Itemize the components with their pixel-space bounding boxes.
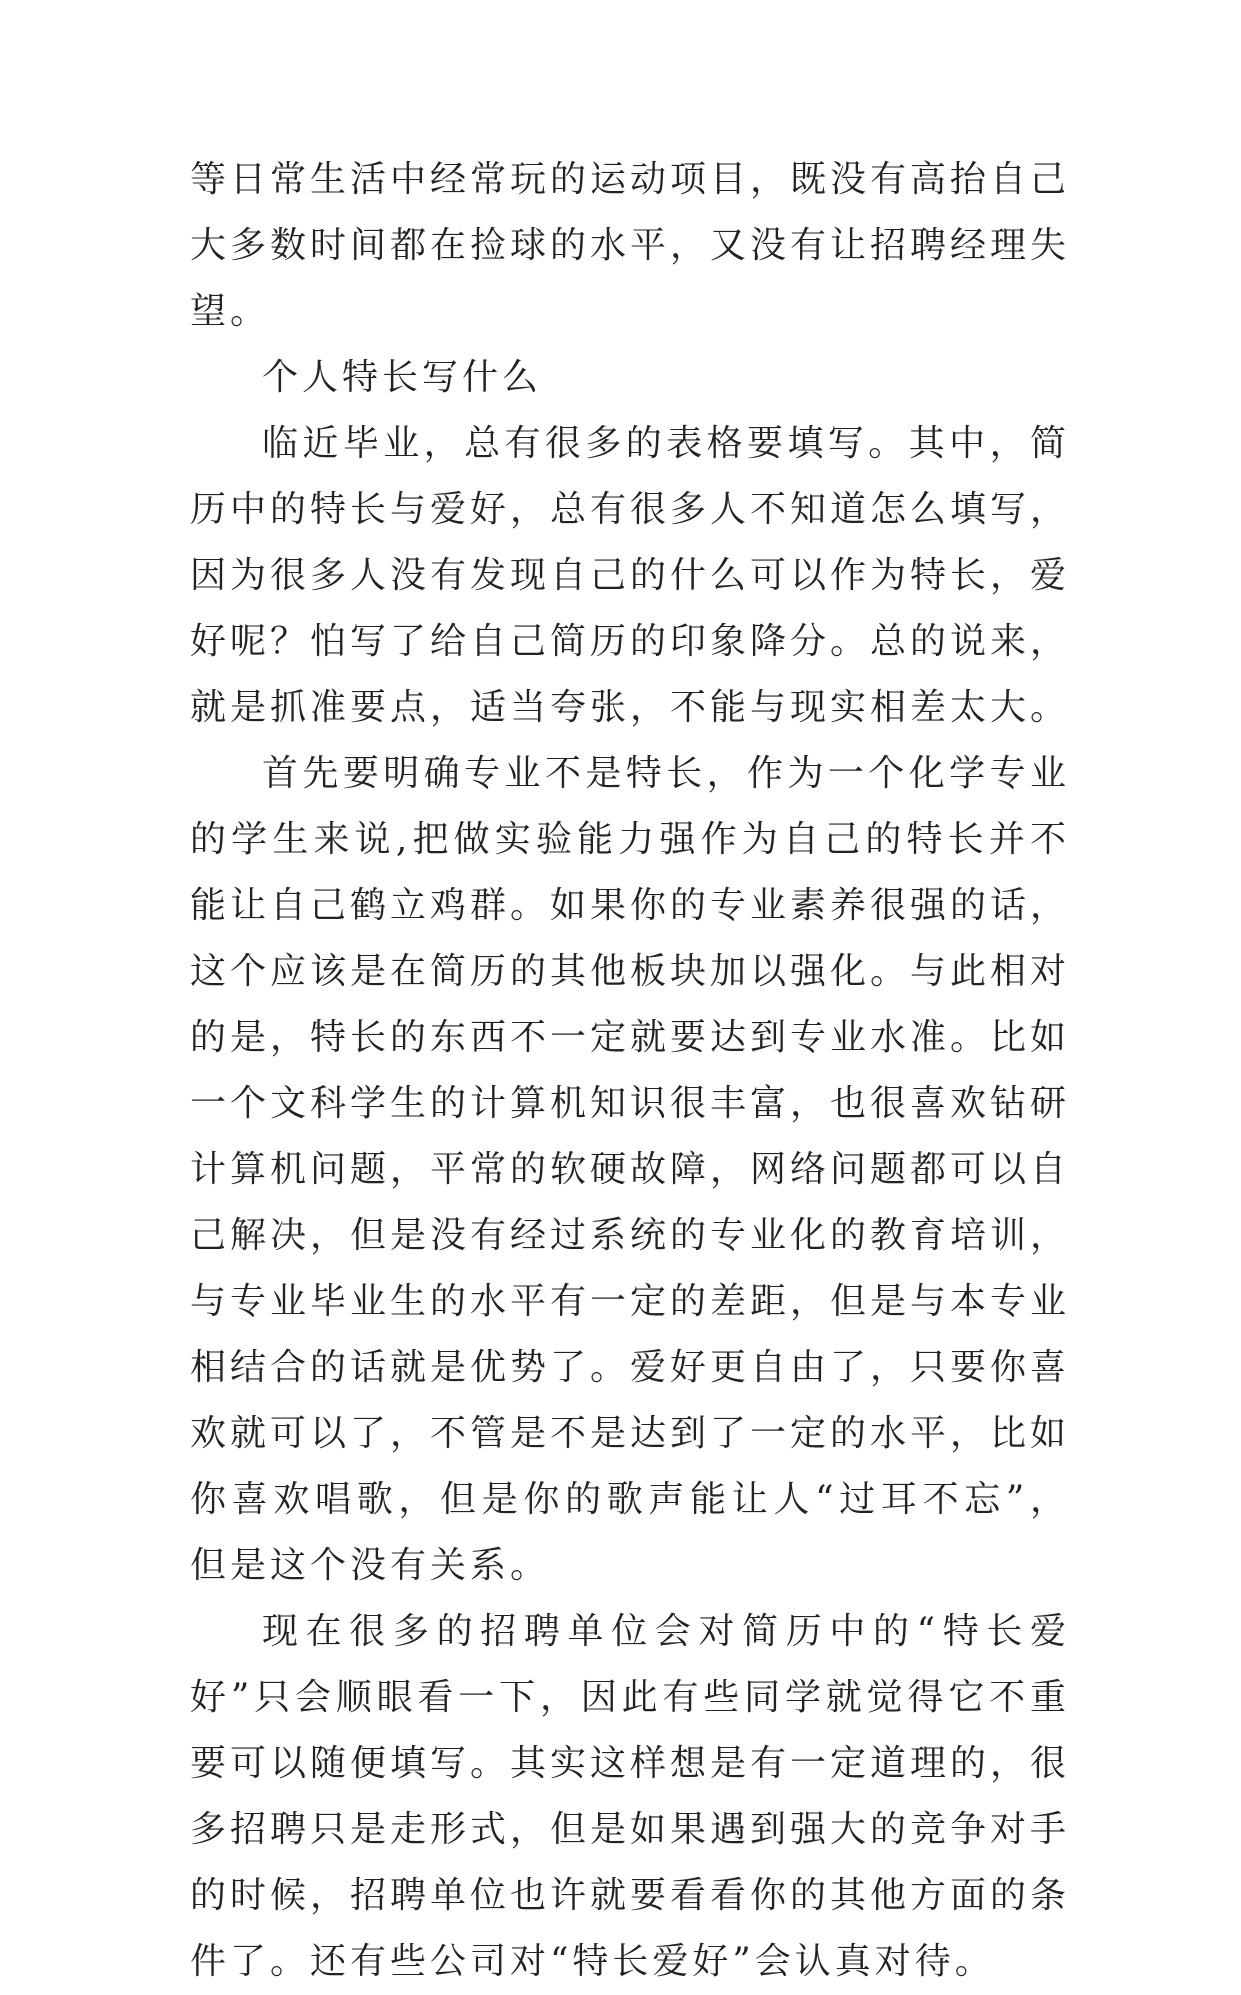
paragraph: 现在很多的招聘单位会对简历中的“特长爱好”只会顺眼看一下，因此有些同学就觉得它不重要可以随便填写。其实这样想是有一定道理的，很多招聘只是走形式，但是如果遇到强大的竞争对手的时候，招聘单位也许就要看看你的其他方面的条件了。还有些公司对“特长爱好”会认真对待。 <box>190 1611 1071 1982</box>
document-body <box>190 147 1070 1995</box>
paragraph-continuation: 等日常生活中经常玩的运动项目，既没有高抬自己大多数时间都在捡球的水平，又没有让招聘经理失望。 <box>190 159 1071 332</box>
section-heading: 个人特长写什么 <box>262 357 543 398</box>
paragraph: 临近毕业，总有很多的表格要填写。其中，简历中的特长与爱好，总有很多人不知道怎么填写，因为很多人没有发现自己的什么可以作为特长，爱好呢？怕写了给自己简历的印象降分。总的说来，就是抓准要点，适当夸张，不能与现实相差太大。 <box>190 423 1071 728</box>
paragraph: 首先要明确专业不是特长，作为一个化学专业的学生来说,把做实验能力强作为自己的特长并不能让自己鹤立鸡群。如果你的专业素养很强的话，这个应该是在简历的其他板块加以强化。与此相对的是，特长的东西不一定就要达到专业水准。比如一个文科学生的计算机知识很丰富，也很喜欢钻研计算机问题，平常的软硬故障，网络问题都可以自己解决，但是没有经过系统的专业化的教育培训，与专业毕业生的水平有一定的差距，但是与本专业相结合的话就是优势了。爱好更自由了，只要你喜欢就可以了，不管是不是达到了一定的水平，比如你喜欢唱歌，但是你的歌声能让人“过耳不忘”，但是这个没有关系。 <box>190 753 1071 1586</box>
